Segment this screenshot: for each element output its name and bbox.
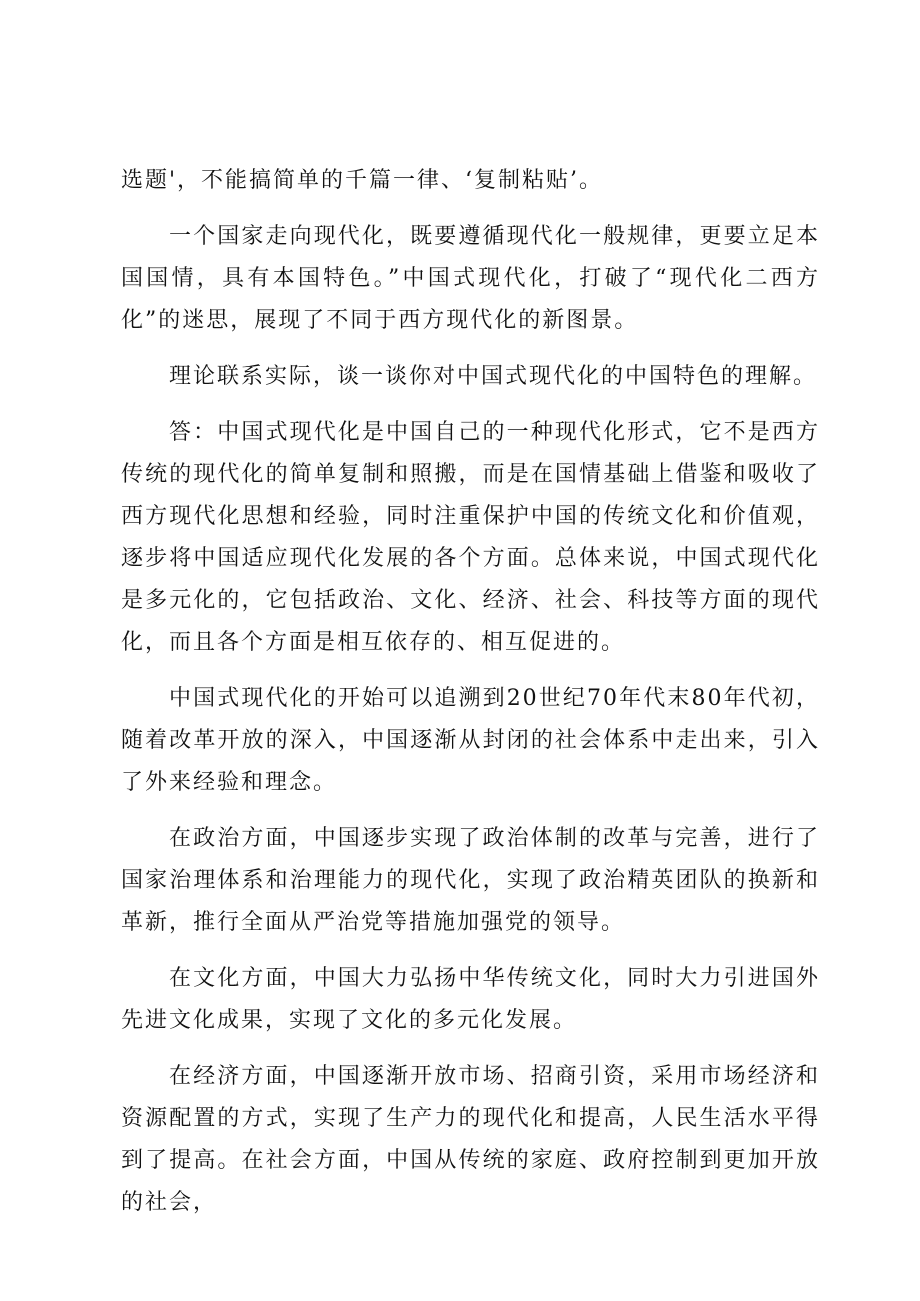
answer-paragraph: 答：中国式现代化是中国自己的一种现代化形式，它不是西方传统的现代化的简单复制和照搬，而是在国情基础上借鉴和吸收了西方现代化思想和经验，同时注重保护中国的传统文化和价值观，逐步将中国适应现代化发展的各个方面。总体来说，中国式现代化是多元化的，它包括政治、文化、经济、社会、科技等方面的现代化，而且各个方面是相互依存的、相互促进的。: [121, 420, 820, 655]
paragraph-modernization-intro: 一个国家走向现代化，既要遵循现代化一般规律，更要立足本国国情，具有本国特色。”中国式现代化，打破了“现代化二西方化”的迷思，展现了不同于西方现代化的新图景。: [121, 224, 820, 333]
paragraph-economy-society: 在经济方面，中国逐渐开放市场、招商引资，采用市场经济和资源配置的方式，实现了生产力的现代化和提高，人民生活水平得到了提高。在社会方面，中国从传统的家庭、政府控制到更加开放的社会，: [121, 1064, 820, 1215]
paragraph-continuation: 选题'，不能搞简单的千篇一律、‘复制粘贴’。: [121, 168, 604, 193]
paragraph-politics: 在政治方面，中国逐步实现了政治体制的改革与完善，进行了国家治理体系和治理能力的现代化，实现了政治精英团队的换新和革新，推行全面从严治党等措施加强党的领导。: [121, 826, 820, 935]
paragraph-culture: 在文化方面，中国大力弘扬中华传统文化，同时大力引进国外先进文化成果，实现了文化的多元化发展。: [121, 966, 820, 1033]
question-prompt: 理论联系实际，谈一谈你对中国式现代化的中国特色的理解。: [169, 364, 818, 389]
paragraph-history: 中国式现代化的开始可以追溯到20世纪70年代末80年代初，随着改革开放的深入，中国逐渐从封闭的社会体系中走出来，引入了外来经验和理念。: [121, 686, 820, 795]
document-body: [121, 160, 820, 1224]
